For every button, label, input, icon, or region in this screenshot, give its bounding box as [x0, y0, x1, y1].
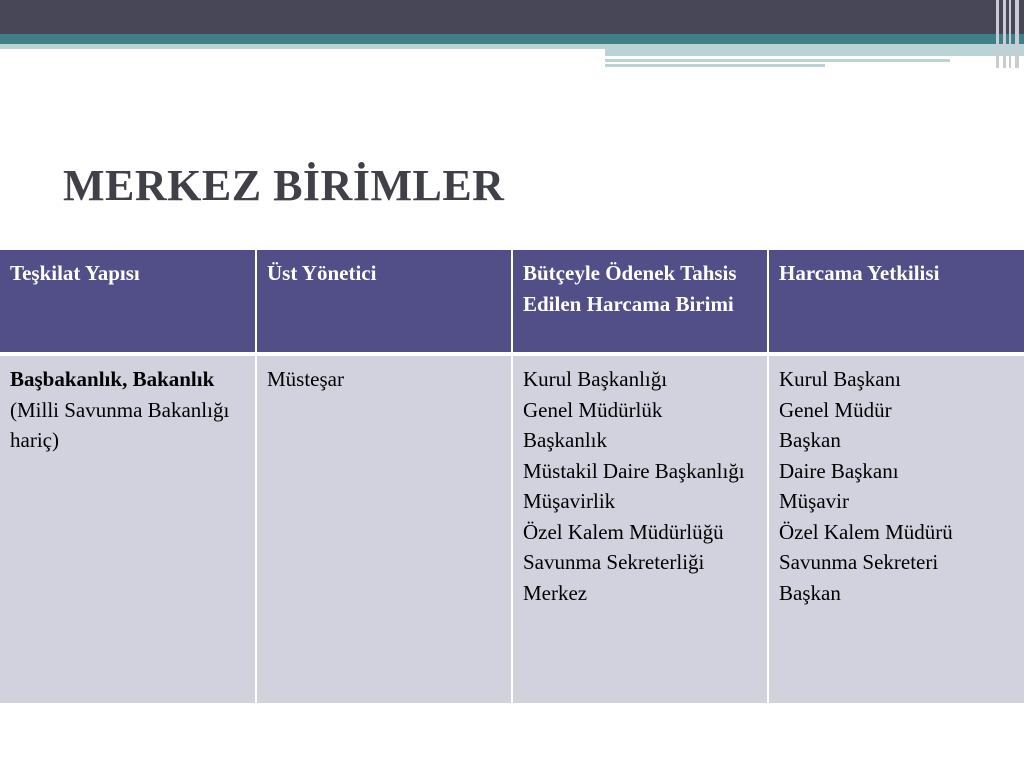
spending-authority-item: Özel Kalem Müdürü [779, 519, 953, 544]
decorative-stripes [994, 0, 1024, 68]
header-light-line [605, 59, 950, 62]
spending-unit-item: Başkanlık [523, 428, 607, 452]
cell-organization-structure [0, 354, 256, 703]
spending-unit-item: Genel Müdürlük [523, 397, 663, 422]
header-light-bar [605, 44, 1024, 56]
table-header-row [0, 250, 1024, 354]
header-spending-unit: Bütçeyle Ödenek Tahsis Edilen Harcama Birimi [512, 250, 768, 354]
spending-unit-item: Merkez [523, 580, 588, 605]
spending-unit-item: Kurul Başkanlığı [523, 367, 668, 391]
header-top-executive: Üst Yönetici [256, 250, 512, 354]
header-dark-bar [0, 0, 1024, 34]
spending-authority-item: Müşavir [779, 489, 849, 513]
header-light-bar [0, 44, 605, 49]
header-organization-structure: Teşkilat Yapısı [0, 250, 256, 354]
spending-unit-item: Müşavirlik [523, 489, 616, 513]
header-light-line [605, 64, 825, 67]
spending-authority-item: Daire Başkanı [779, 458, 899, 483]
spending-unit-item: Savunma Sekreterliği [523, 550, 705, 574]
units-table [0, 250, 1024, 703]
cell-spending-unit [512, 354, 768, 703]
table-row [0, 354, 1024, 703]
slide-title: MERKEZ BİRİMLER [63, 161, 505, 210]
spending-unit-item: Müstakil Daire Başkanlığı [523, 458, 745, 483]
cell-spending-authority [768, 354, 1024, 703]
spending-authority-item: Kurul Başkanı [779, 367, 901, 391]
cell-top-executive [256, 354, 512, 703]
header-teal-bar [0, 34, 1024, 44]
spending-authority-item: Başkan [779, 428, 841, 452]
spending-authority-item: Savunma Sekreteri [779, 550, 939, 574]
spending-unit-item: Özel Kalem Müdürlüğü [523, 519, 724, 544]
header-spending-authority: Harcama Yetkilisi [768, 250, 1024, 354]
spending-authority-item: Başkan [779, 580, 841, 605]
organization-note: (Milli Savunma Bakanlığı hariç) [10, 397, 230, 452]
organization-name: Başbakanlık, Bakanlık [10, 367, 215, 391]
spending-authority-item: Genel Müdür [779, 397, 892, 422]
top-executive-value: Müsteşar [267, 367, 344, 391]
